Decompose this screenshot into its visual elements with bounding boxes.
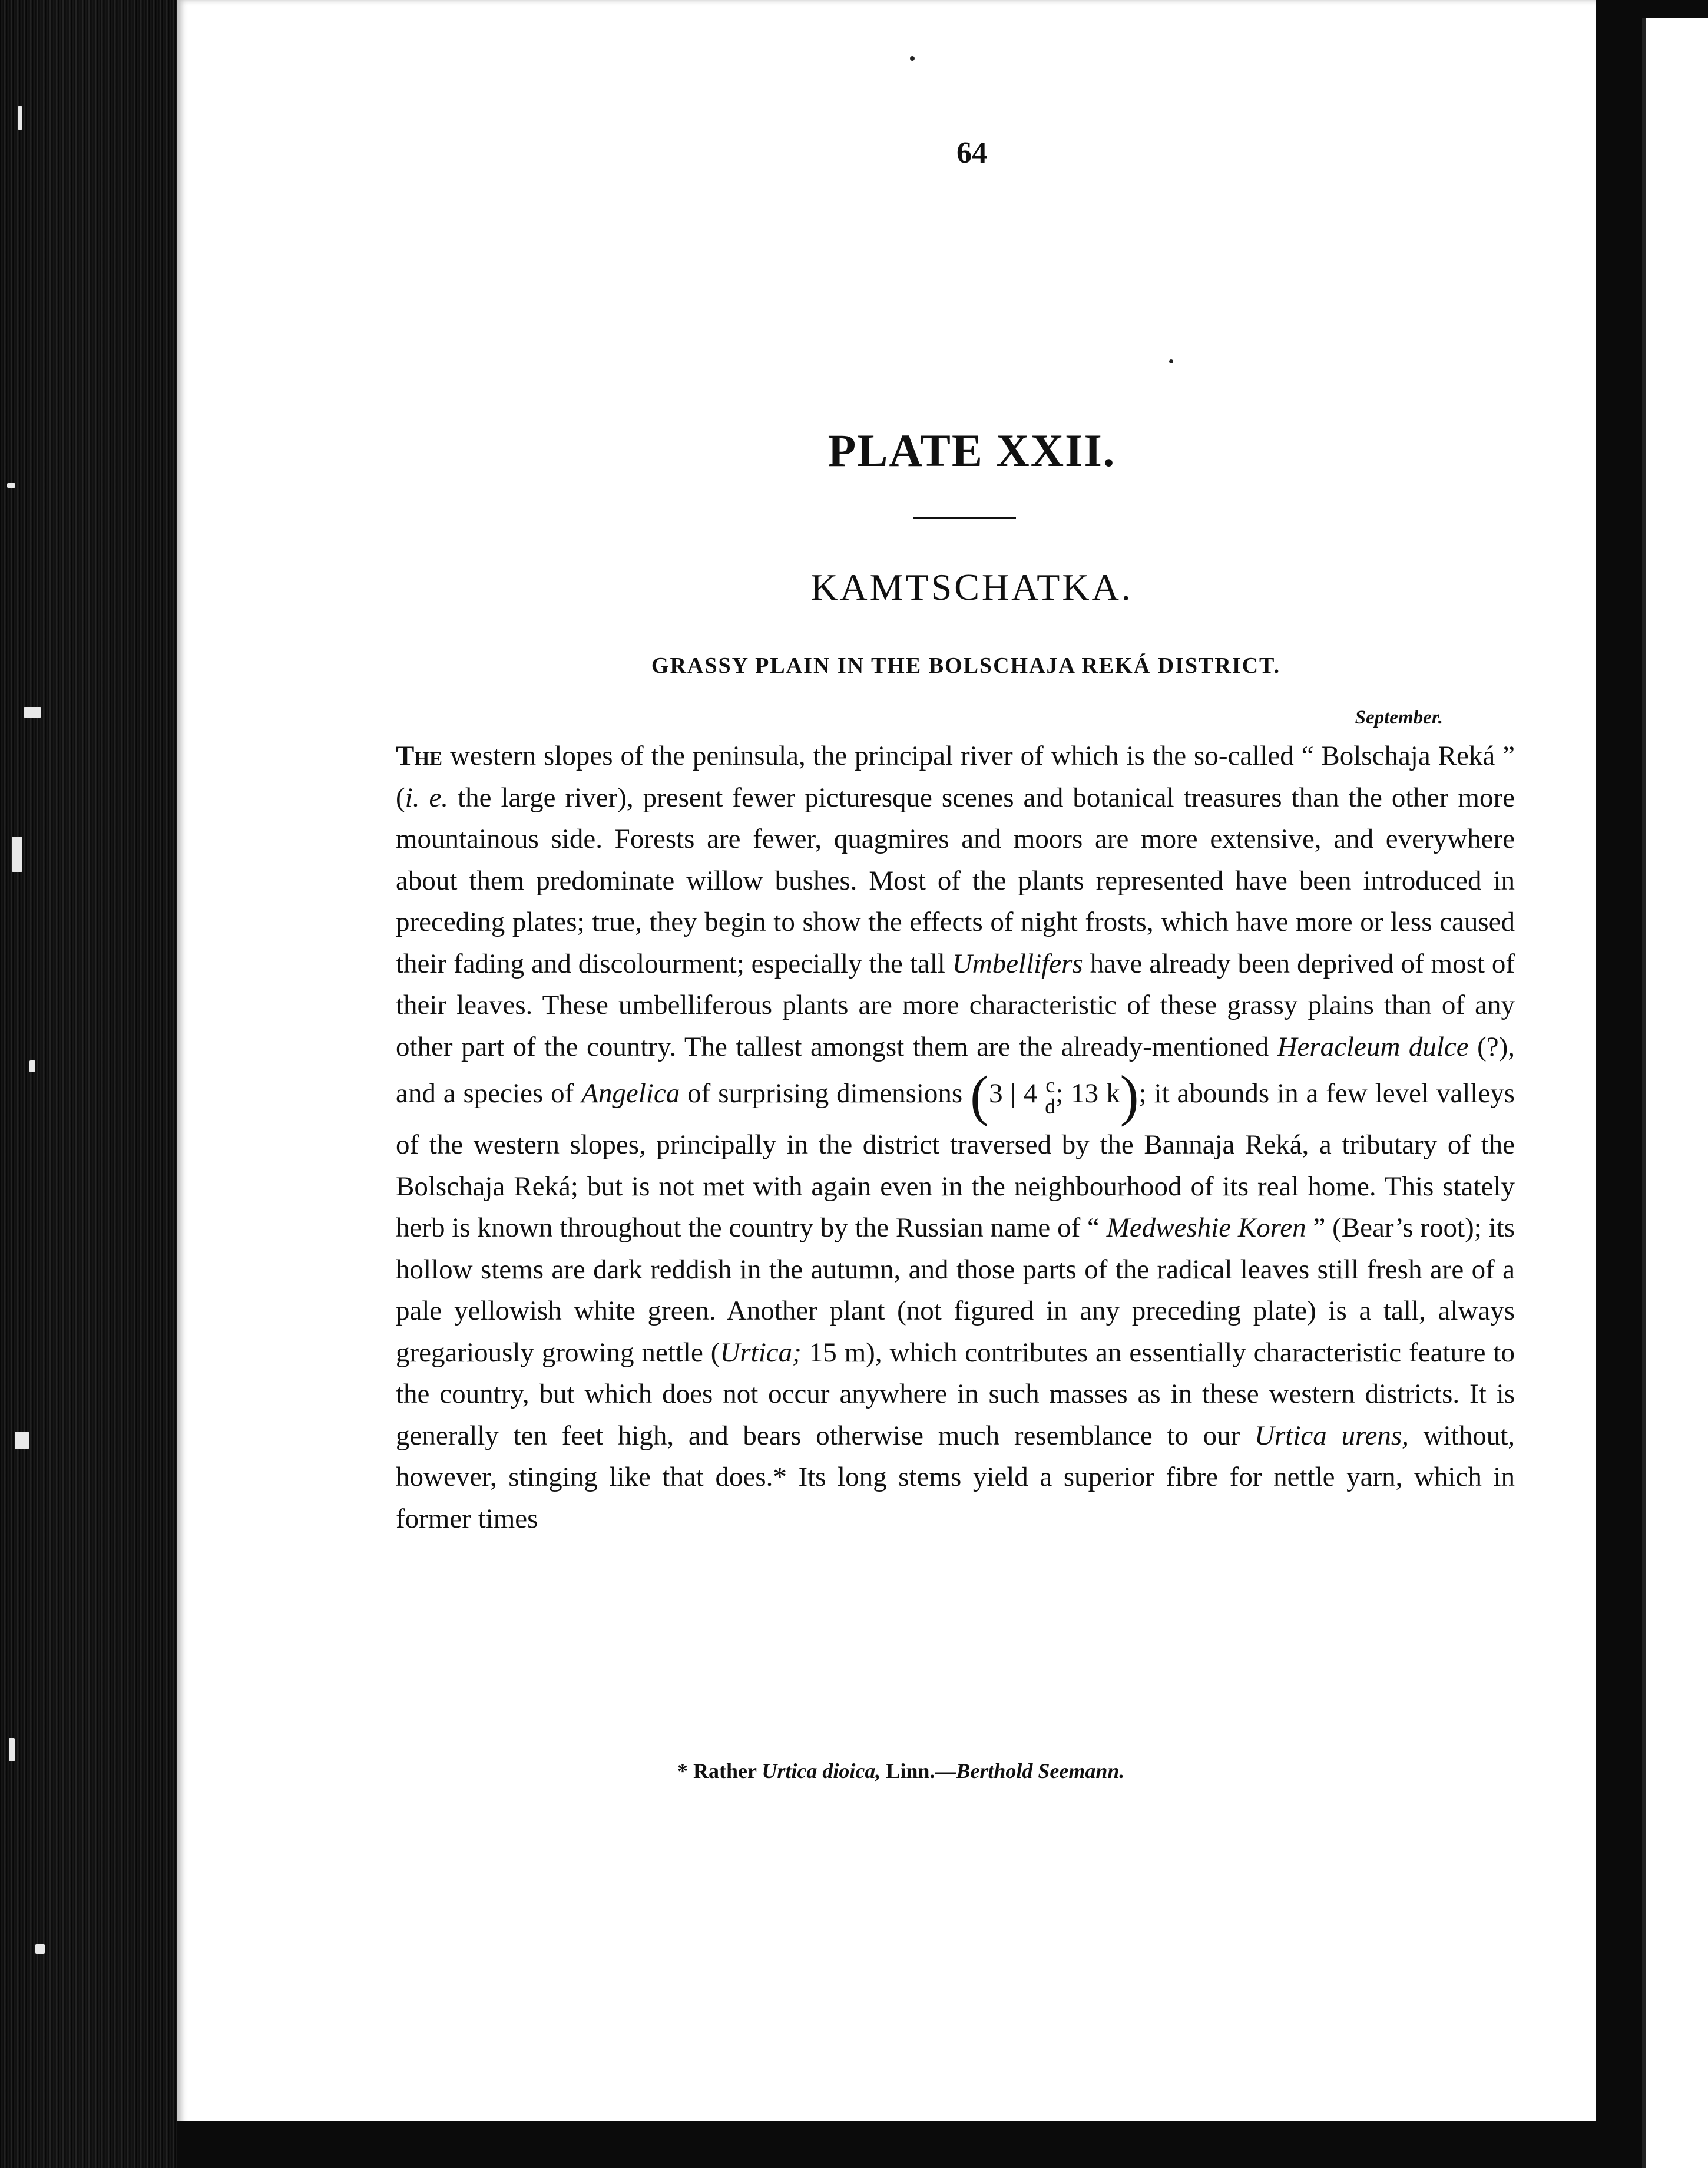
- body-text-run: without, however, stinging like that does.* Its long stems yield a superior fibre for nettle yarn, which in former times: [396, 1420, 1515, 1534]
- book-gutter-left: [0, 0, 177, 2168]
- body-italic: Angelica: [581, 1078, 680, 1109]
- body-italic: Umbellifers: [952, 948, 1083, 979]
- footnote-author: Berthold Seemann.: [956, 1759, 1125, 1783]
- body-text-run: western slopes of the peninsula, the principal river of which is the so-called “ Bolschaja Reká ” (: [396, 741, 1515, 813]
- body-text-run: (?), and a species of: [396, 1031, 1515, 1109]
- body-text-run: ” (Bear’s root); its hollow stems are dark reddish in the autumn, and those parts of the radical leaves still fresh are of a pale yellowish white green. Another plant (not figured in any preceding plate) is a tall, always gregariously growing nettle (: [396, 1212, 1515, 1368]
- footnote-italic: Urtica dioica,: [762, 1759, 881, 1783]
- ink-speck: [1169, 359, 1173, 363]
- footnote: [677, 1759, 1266, 1783]
- body-italic: Urtica urens,: [1254, 1420, 1409, 1451]
- body-italic: Heracleum dulce: [1277, 1031, 1469, 1062]
- ink-speck: [910, 56, 915, 61]
- page-number: 64: [956, 136, 987, 170]
- body-text-run: ; it abounds in a few level valleys of the western slopes, principally in the district traversed by the Bannaja Reká, a tributary of the Bolschaja Reká; but is not met with again even in the neighbourhood of its real home. This stately herb is known throughout the country by the Russian name of “: [396, 1078, 1515, 1243]
- plate-subtitle: GRASSY PLAIN IN THE BOLSCHAJA REKÁ DISTRICT.: [651, 653, 1281, 678]
- place-title: KAMTSCHATKA.: [810, 566, 1133, 608]
- plate-ref-fraction: [1045, 1075, 1055, 1117]
- body-paragraph: [396, 735, 1515, 1539]
- fraction-numerator: c: [1045, 1073, 1055, 1097]
- plate-ref: 3 | 4: [989, 1078, 1038, 1109]
- footnote-text: * Rather: [677, 1759, 762, 1783]
- body-italic: Medweshie Koren: [1106, 1212, 1306, 1243]
- body-text-run: have already been deprived of most of their leaves. These umbelliferous plants are more characteristic of these grassy plains than of any other part of the country. The tallest amongst them are the already-mentioned: [396, 948, 1515, 1062]
- season-note: September.: [1355, 707, 1443, 728]
- plate-ref: ; 13 k: [1055, 1078, 1120, 1109]
- plate-ref-paren: ): [1120, 1064, 1139, 1127]
- footnote-text: Linn.—: [881, 1759, 956, 1783]
- title-rule: [913, 517, 1016, 519]
- fraction-denominator: d: [1045, 1095, 1056, 1118]
- plate-ref-paren: (: [970, 1064, 989, 1127]
- first-word: The: [396, 741, 443, 771]
- body-text-run: the large river), present fewer picturesque scenes and botanical treasures than the other more mountainous side. Forests are fewer, quagmires and moors are more extensive, and everywhere about them predominate willow bushes. Most of the plants represented have been introduced in preceding plates; true, they begin to show the effects of night frosts, which have more or less caused their fading and discolourment; especially the tall: [396, 782, 1515, 979]
- book-edge-right: [1596, 0, 1708, 2168]
- body-italic: Urtica;: [720, 1337, 802, 1368]
- body-text-run: 15 m), which contributes an essentially characteristic feature to the country, but which does not occur anywhere in such masses as in these western districts. It is generally ten feet high, and bears otherwise much resemblance to our: [396, 1337, 1515, 1451]
- body-text-run: of surprising dimensions: [680, 1078, 963, 1109]
- plate-title: PLATE XXII.: [827, 425, 1116, 476]
- body-italic: i. e.: [405, 782, 449, 813]
- scan-bottom-edge: [177, 2121, 1596, 2168]
- next-page-edge: [1642, 18, 1708, 2168]
